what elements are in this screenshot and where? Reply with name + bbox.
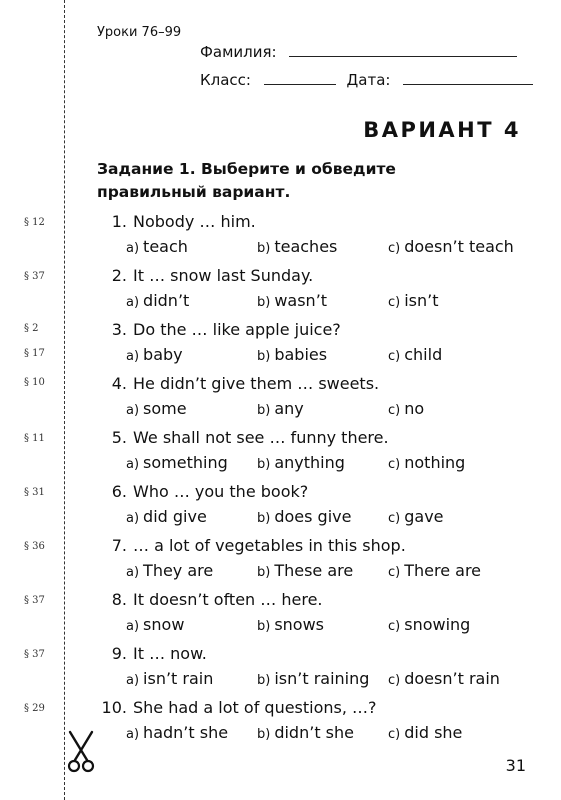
option-a[interactable]: a) hadn’t she bbox=[126, 723, 229, 742]
option-c[interactable]: c) doesn’t teach bbox=[388, 237, 514, 256]
option-b[interactable]: b) anything bbox=[257, 453, 345, 472]
task-heading bbox=[97, 158, 437, 204]
task-line-1: Задание 1. Выберите и обведите bbox=[97, 160, 396, 178]
question-text: It doesn’t often … here. bbox=[133, 590, 323, 609]
question-text: He didn’t give them … sweets. bbox=[133, 374, 380, 393]
question-10 bbox=[100, 696, 540, 745]
section-ref: § 36 bbox=[24, 541, 45, 552]
option-a[interactable]: a) They are bbox=[126, 561, 214, 580]
option-b[interactable]: b) didn’t she bbox=[257, 723, 354, 742]
question-5 bbox=[100, 426, 540, 475]
question-text: Do the … like apple juice? bbox=[133, 320, 341, 339]
question-2 bbox=[100, 264, 540, 313]
question-number: 3. bbox=[111, 320, 127, 339]
question-number: 8. bbox=[111, 590, 127, 609]
question-text: We shall not see … funny there. bbox=[133, 428, 389, 447]
page-number: 31 bbox=[505, 756, 526, 775]
class-date-fields bbox=[200, 70, 533, 89]
surname-blank[interactable] bbox=[289, 42, 517, 57]
question-number: 4. bbox=[111, 374, 127, 393]
option-a[interactable]: a) didn’t bbox=[126, 291, 190, 310]
lessons-header: Уроки 76–99 bbox=[97, 25, 182, 40]
option-b[interactable]: b) any bbox=[257, 399, 304, 418]
option-a[interactable]: a) something bbox=[126, 453, 228, 472]
question-number: 9. bbox=[111, 644, 127, 663]
question-number: 7. bbox=[111, 536, 127, 555]
question-3 bbox=[100, 318, 540, 367]
option-b[interactable]: b) babies bbox=[257, 345, 328, 364]
date-blank[interactable] bbox=[403, 70, 533, 85]
question-9 bbox=[100, 642, 540, 691]
class-label: Класс: bbox=[200, 71, 251, 89]
surname-label: Фамилия: bbox=[200, 43, 277, 61]
section-ref: § 10 bbox=[24, 377, 45, 388]
question-number: 5. bbox=[111, 428, 127, 447]
section-ref: § 11 bbox=[24, 433, 45, 444]
variant-title: ВАРИАНТ 4 bbox=[363, 118, 521, 142]
section-ref: § 31 bbox=[24, 487, 45, 498]
option-a[interactable]: a) did give bbox=[126, 507, 207, 526]
task-line-2: правильный вариант. bbox=[97, 183, 291, 201]
option-b[interactable]: b) wasn’t bbox=[257, 291, 328, 310]
section-ref: § 2 bbox=[24, 323, 39, 334]
option-c[interactable]: c) gave bbox=[388, 507, 444, 526]
option-a[interactable]: a) some bbox=[126, 399, 187, 418]
option-c[interactable]: c) nothing bbox=[388, 453, 466, 472]
option-b[interactable]: b) snows bbox=[257, 615, 325, 634]
date-label: Дата: bbox=[346, 71, 391, 89]
section-ref: § 37 bbox=[24, 595, 45, 606]
option-a[interactable]: a) snow bbox=[126, 615, 185, 634]
question-text: It … snow last Sunday. bbox=[133, 266, 314, 285]
question-number: 6. bbox=[111, 482, 127, 501]
option-b[interactable]: b) teaches bbox=[257, 237, 338, 256]
question-8 bbox=[100, 588, 540, 637]
option-c[interactable]: c) isn’t bbox=[388, 291, 439, 310]
class-blank[interactable] bbox=[264, 70, 336, 85]
question-number: 10. bbox=[101, 698, 127, 717]
question-4 bbox=[100, 372, 540, 421]
question-7 bbox=[100, 534, 540, 583]
surname-field bbox=[200, 42, 517, 61]
question-text: She had a lot of questions, …? bbox=[133, 698, 377, 717]
option-b[interactable]: b) These are bbox=[257, 561, 354, 580]
question-6 bbox=[100, 480, 540, 529]
option-c[interactable]: c) There are bbox=[388, 561, 482, 580]
option-b[interactable]: b) does give bbox=[257, 507, 352, 526]
section-ref: § 12 bbox=[24, 217, 45, 228]
question-number: 1. bbox=[111, 212, 127, 231]
question-text: Who … you the book? bbox=[133, 482, 309, 501]
question-text: It … now. bbox=[133, 644, 207, 663]
option-c[interactable]: c) doesn’t rain bbox=[388, 669, 500, 688]
option-a[interactable]: a) isn’t rain bbox=[126, 669, 214, 688]
option-a[interactable]: a) baby bbox=[126, 345, 183, 364]
question-text: Nobody … him. bbox=[133, 212, 256, 231]
option-c[interactable]: c) snowing bbox=[388, 615, 471, 634]
section-ref: § 17 bbox=[24, 348, 45, 359]
cut-line bbox=[64, 0, 65, 800]
option-a[interactable]: a) teach bbox=[126, 237, 188, 256]
option-c[interactable]: c) did she bbox=[388, 723, 463, 742]
question-number: 2. bbox=[111, 266, 127, 285]
option-b[interactable]: b) isn’t raining bbox=[257, 669, 370, 688]
question-text: … a lot of vegetables in this shop. bbox=[133, 536, 406, 555]
scissors-icon bbox=[66, 730, 96, 774]
question-1 bbox=[100, 210, 540, 259]
section-ref: § 37 bbox=[24, 271, 45, 282]
option-c[interactable]: c) no bbox=[388, 399, 425, 418]
section-ref: § 37 bbox=[24, 649, 45, 660]
section-ref: § 29 bbox=[24, 703, 45, 714]
option-c[interactable]: c) child bbox=[388, 345, 443, 364]
